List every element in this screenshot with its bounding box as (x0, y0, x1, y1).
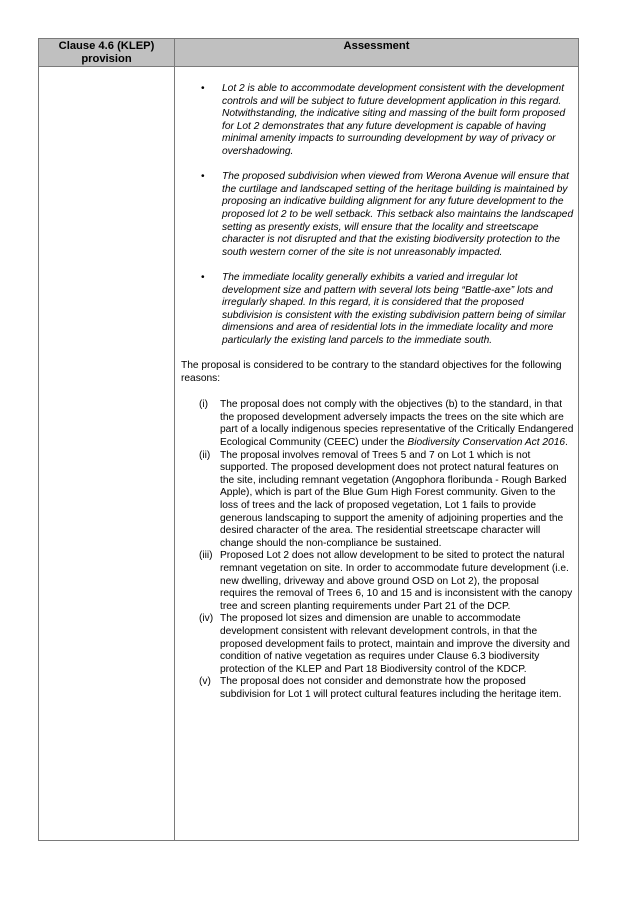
reason-item (181, 550, 574, 613)
header-clause-line1: Clause 4.6 (KLEP) (58, 40, 155, 52)
bullet-dot-icon: • (201, 271, 205, 283)
header-cell-assessment: Assessment (343, 40, 410, 52)
reasons-list (181, 399, 574, 701)
table-header-row (39, 39, 578, 67)
reason-number: (i) (199, 399, 209, 411)
bullet-item (181, 83, 574, 159)
bullet-dot-icon: • (201, 83, 205, 94)
reason-number: (iv) (199, 613, 214, 625)
reason-text: The proposed lot sizes and dimension are unable to accommodate development consistent with relevant development controls, in that the proposed development fails to protect, maintain and improve the diversity and condition of native vegetation as requires under Clause 6.3 biodiversity protection of the KLEP and Part 18 Biodiversity control of the KDCP. (220, 613, 570, 675)
reason-text-end: . (565, 437, 568, 449)
reason-text: Proposed Lot 2 does not allow development to be sited to protect the natural remnant vegetation on site. In order to accommodate future development (i.e. new dwelling, driveway and above ground OSD on Lot 2), the proposal requires the removal of Trees 6, 10 and 15 and is inconsistent with the canopy tree and screen planting requirements under Part 21 of the DCP. (220, 550, 573, 612)
bullet-text: Lot 2 is able to accommodate development consistent with the development controls and will be subject to future development application in this regard. Notwithstanding, the indicative siting and massing of the built form proposed for Lot 2 demonstrates that any future development is capable of having minimal amenity impacts to surrounding development by way of privacy or overshadowing. (222, 83, 566, 157)
bullet-item (181, 272, 574, 348)
header-cell-clause (39, 39, 175, 66)
reason-number: (iii) (199, 550, 213, 562)
bullet-text: The proposed subdivision when viewed from Werona Avenue will ensure that the curtilage and landscaped setting of the heritage building is maintained by proposing an indicative building alignment for any future development to the proposed lot 2 to be well setback. This setback also maintains the landscaped setting as presently exists, will ensure that the locality and streetscape character is not disrupted and that the existing biodiversity protection to the south western corner of the site is not unreasonably impacted. (222, 171, 574, 258)
header-clause-line2: provision (81, 53, 132, 65)
column-divider (174, 67, 175, 840)
bullet-item (181, 171, 574, 259)
assessment-cell (181, 83, 574, 702)
assessment-table (38, 38, 579, 841)
bullet-dot-icon: • (201, 171, 205, 183)
reason-act-name: Biodiversity Conservation Act 2016 (407, 437, 566, 449)
reasons-intro: The proposal is considered to be contrary to the standard objectives for the following reasons: (181, 360, 562, 384)
reason-text: The proposal does not comply with the objectives (b) to the standard, in that the proposed development adversely impacts the trees on the site which are part of a locally indigenous species representative of the Critically Endangered Ecological Community (CEEC) under the (220, 399, 574, 449)
reason-item (181, 613, 574, 676)
bullet-text: The immediate locality generally exhibits a varied and irregular lot development size and pattern with several lots being “Battle-axe” lots and irregularly shaped. In this regard, it is considered that the proposed subdivision is consistent with the existing subdivision pattern being of similar dimensions and area of residential lots in the immediate locality and more particularly the existing land parcels to the immediate south. (222, 271, 566, 346)
reason-item (181, 450, 574, 551)
reason-text: The proposal involves removal of Trees 5 and 7 on Lot 1 which is not supported. The proposed development does not protect natural features on the site, including remnant vegetation (Angophora floribunda - Rough Barked Apple), which is part of the Blue Gum High Forest community. Given to the loss of trees and the lack of proposed vegetation, Lot 1 fails to provide generous landscaping to support the amenity of adjoining properties and the desired character of the area. The residential streetscape character will change should the non-compliance be sustained. (220, 449, 567, 549)
reason-number: (v) (199, 676, 211, 688)
bullet-list (181, 83, 574, 347)
reason-text: The proposal does not consider and demonstrate how the proposed subdivision for Lot 1 will protect cultural features including the heritage item. (220, 676, 562, 700)
reason-item (181, 399, 574, 449)
reason-number: (ii) (199, 449, 211, 461)
reason-item (181, 676, 574, 701)
